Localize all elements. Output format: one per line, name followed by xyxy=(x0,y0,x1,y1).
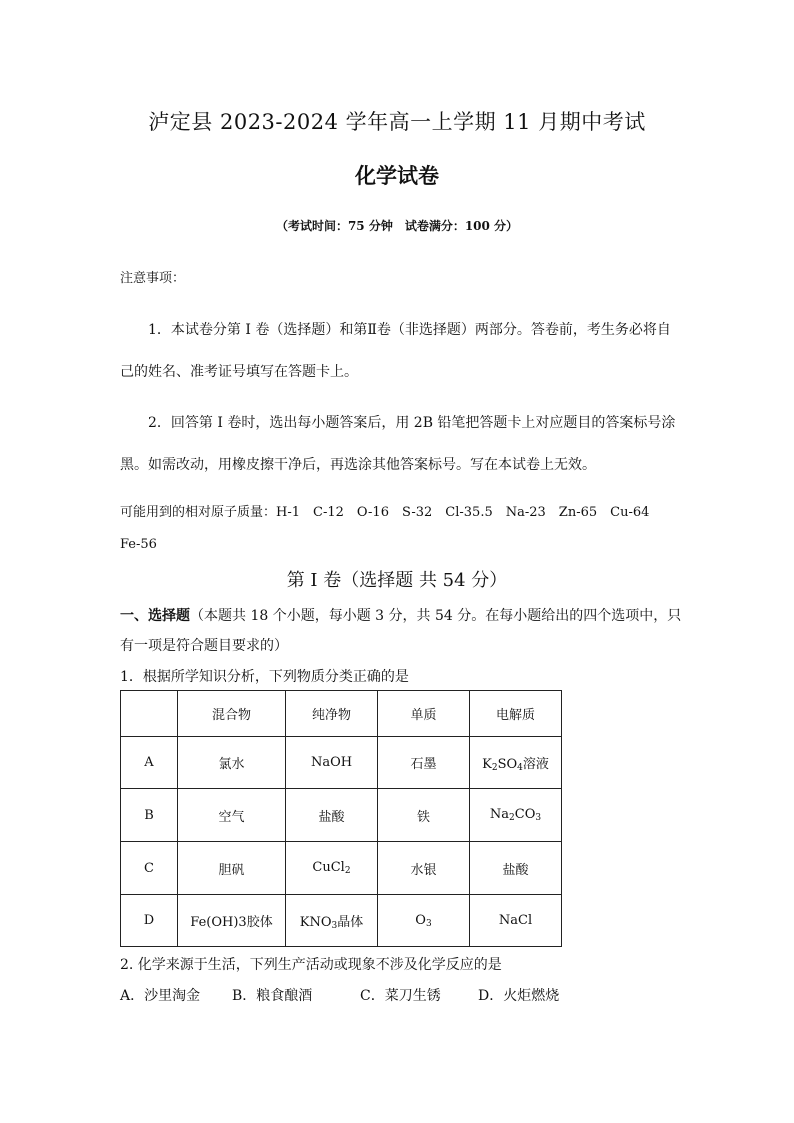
table-row xyxy=(121,842,562,895)
cell-pure: NaOH xyxy=(286,737,378,789)
cell-electrolyte: NaCl xyxy=(470,895,562,947)
section-instructions-line-2: 有一项是符合题目要求的） xyxy=(120,638,288,654)
cell-mixture: 胆矾 xyxy=(178,842,286,895)
cell-pure xyxy=(286,895,378,947)
section-instructions-line-1 xyxy=(120,606,681,626)
cell-element: 石墨 xyxy=(378,737,470,789)
formula-subscript: 2 xyxy=(509,813,515,823)
cell-pure xyxy=(286,842,378,895)
formula-part: KNO xyxy=(299,914,332,930)
formula-part: O xyxy=(415,912,426,928)
formula-part: CO xyxy=(514,807,536,822)
section-instructions-rest: （本题共 18 个小题，每小题 3 分，共 54 分。在每小题给出的四个选项中，只 xyxy=(190,608,682,624)
note-1-line-1: 1．本试卷分第 I 卷（选择题）和第Ⅱ卷（非选择题）两部分。答卷前，考生务必将自 xyxy=(148,322,671,338)
cell-pure: 盐酸 xyxy=(286,789,378,842)
q2-option-b: B．粮食酿酒 xyxy=(232,988,313,1004)
formula-subscript: 3 xyxy=(535,813,542,823)
q2-options xyxy=(120,986,606,1006)
q2-option-c: C．菜刀生锈 xyxy=(360,988,441,1004)
row-label: A xyxy=(121,737,178,789)
cell-mixture: 氯水 xyxy=(178,737,286,789)
formula-part: SO xyxy=(497,756,518,772)
q1-classification-table xyxy=(120,690,562,947)
header-cell-pure: 纯净物 xyxy=(286,691,378,737)
note-1-line-2: 己的姓名、准考证号填写在答题卡上。 xyxy=(120,364,358,380)
table-row xyxy=(121,737,562,789)
table-header-row xyxy=(121,691,562,737)
formula-part: K xyxy=(482,756,492,772)
formula-subscript: 2 xyxy=(344,866,351,876)
formula-part: 胶体 xyxy=(246,915,273,930)
atomic-masses xyxy=(120,503,649,523)
cell-electrolyte: 盐酸 xyxy=(470,842,562,895)
atomic-masses-wrap: Fe-56 xyxy=(120,537,157,552)
document-subtitle: 化学试卷 xyxy=(355,163,439,188)
row-label: C xyxy=(121,842,178,895)
formula-part: Fe(OH) xyxy=(190,915,239,930)
formula-part: CuCl xyxy=(312,860,345,875)
note-2-line-2: 黑。如需改动，用橡皮擦干净后，再选涂其他答案标号。写在本试卷上无效。 xyxy=(120,457,596,473)
note-2-line-1: 2．回答第 I 卷时，选出每小题答案后，用 2B 铅笔把答题卡上对应题目的答案标号涂 xyxy=(148,415,676,431)
q2-stem: 2. 化学来源于生活，下列生产活动或现象不涉及化学反应的是 xyxy=(120,957,502,973)
atomic-masses-label: 可能用到的相对原子质量： xyxy=(120,505,277,520)
header-cell-electrolyte: 电解质 xyxy=(470,691,562,737)
formula-part: Na xyxy=(489,807,510,822)
formula-part: 晶体 xyxy=(337,914,364,930)
cell-mixture xyxy=(178,895,286,947)
formula-subscript: 3 xyxy=(425,918,432,929)
q2-option-a: A．沙里淘金 xyxy=(120,988,201,1004)
cell-mixture: 空气 xyxy=(178,789,286,842)
notes-heading: 注意事项： xyxy=(120,271,186,286)
q2-option-d: D．火炬燃烧 xyxy=(478,988,560,1004)
q1-stem: 1．根据所学知识分析，下列物质分类正确的是 xyxy=(120,669,409,685)
cell-electrolyte xyxy=(470,789,562,842)
header-cell-mixture: 混合物 xyxy=(178,691,286,737)
atomic-masses-values: H-1 C-12 O-16 S-32 Cl-35.5 Na-23 Zn-65 Cu-64 xyxy=(276,505,650,520)
exam-info: （考试时间：75 分钟 试卷满分：100 分） xyxy=(275,219,519,233)
formula-part: 溶液 xyxy=(522,756,549,772)
formula-subscript: 3 xyxy=(331,920,338,931)
table-row xyxy=(121,789,562,842)
cell-element xyxy=(378,895,470,947)
cell-element: 铁 xyxy=(378,789,470,842)
document-title: 泸定县 2023-2024 学年高一上学期 11 月期中考试 xyxy=(148,110,646,134)
row-label: D xyxy=(121,895,178,947)
section-title: 第 I 卷（选择题 共 54 分） xyxy=(286,570,508,591)
formula-subscript: 4 xyxy=(517,762,523,773)
header-cell-element: 单质 xyxy=(378,691,470,737)
header-cell-empty xyxy=(121,691,178,737)
cell-element: 水银 xyxy=(378,842,470,895)
section-instructions-prefix: 一、选择题 xyxy=(120,608,190,624)
row-label: B xyxy=(121,789,178,842)
formula-subscript: 3 xyxy=(238,915,247,930)
cell-electrolyte xyxy=(470,737,562,789)
table-row xyxy=(121,895,562,947)
formula-subscript: 2 xyxy=(491,762,498,773)
